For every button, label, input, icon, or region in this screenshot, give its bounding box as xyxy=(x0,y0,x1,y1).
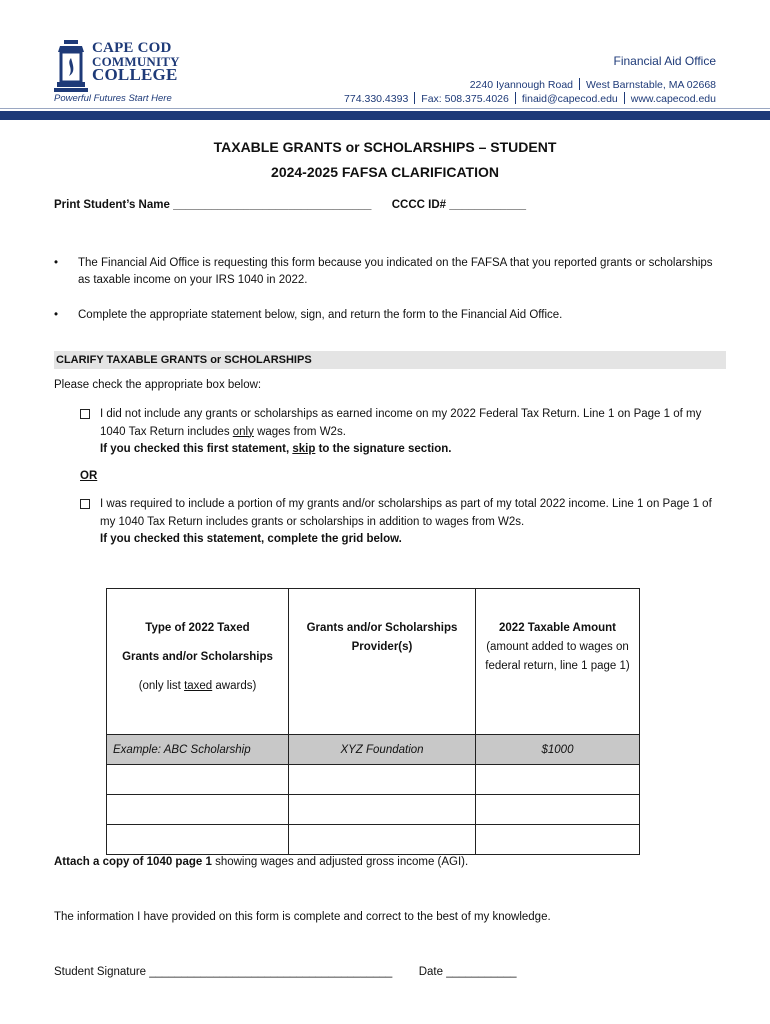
entry-cell[interactable] xyxy=(289,795,476,825)
grants-grid xyxy=(106,588,640,855)
certification-text: The information I have provided on this form is complete and correct to the best of my knowledge. xyxy=(54,911,551,923)
entry-cell[interactable] xyxy=(107,795,289,825)
attach-bold: Attach a copy of 1040 page 1 xyxy=(54,856,212,868)
fax: Fax: 508.375.4026 xyxy=(421,93,509,105)
example-amount-cell: $1000 xyxy=(476,735,640,765)
attach-rest: showing wages and adjusted gross income (AGI). xyxy=(211,856,469,868)
section-heading: CLARIFY TAXABLE GRANTS or SCHOLARSHIPS xyxy=(54,351,726,369)
option-2-text: I was required to include a portion of my grants and/or scholarships as part of my total 2022 income. Line 1 on Page 1 of my 1040 Tax Return includes grants or scholarships in addition to wages from W2s. xyxy=(100,498,712,528)
option-1-checkbox[interactable] xyxy=(80,409,90,419)
office-name: Financial Aid Office xyxy=(613,54,716,68)
tagline: Powerful Futures Start Here xyxy=(54,93,172,104)
column-header-provider xyxy=(289,589,476,735)
logo-line1: CAPE COD xyxy=(92,40,172,56)
form-title: TAXABLE GRANTS or SCHOLARSHIPS – STUDENT xyxy=(213,139,557,155)
col1-note-end: awards) xyxy=(212,680,257,692)
logo-line3: COLLEGE xyxy=(92,65,178,84)
website: www.capecod.edu xyxy=(630,93,716,105)
contact-block xyxy=(344,78,716,106)
table-row xyxy=(107,765,640,795)
column-header-amount xyxy=(476,589,640,735)
table-row xyxy=(107,795,640,825)
signature-field[interactable]: Student Signature ______________________________________ xyxy=(54,966,393,978)
entry-cell[interactable] xyxy=(476,765,640,795)
entry-cell[interactable] xyxy=(476,825,640,855)
bullet-text-1: The Financial Aid Office is requesting this form because you indicated on the FAFSA that you reported grants or scholarships as taxable income on your IRS 1040 in 2022. xyxy=(78,257,713,286)
lighthouse-icon xyxy=(54,38,88,96)
column-header-type xyxy=(107,589,289,735)
entry-cell[interactable] xyxy=(107,825,289,855)
option-1-text-end: wages from W2s. xyxy=(253,425,346,438)
col1-note-emphasis: taxed xyxy=(184,680,213,692)
attach-instruction xyxy=(54,856,468,868)
email: finaid@capecod.edu xyxy=(521,93,618,105)
col2-title: Grants and/or Scholarships Provider(s) xyxy=(306,622,458,653)
col3-title: 2022 Taxable Amount xyxy=(499,622,616,634)
instruction-text: Please check the appropriate box below: xyxy=(54,379,262,391)
header-rule xyxy=(0,108,770,109)
option-1-instruction-end: to the signature section. xyxy=(315,443,452,455)
option-1 xyxy=(80,406,730,459)
city-address: West Barnstable, MA 02668 xyxy=(586,79,716,91)
form-subtitle: 2024-2025 FAFSA CLARIFICATION xyxy=(271,164,499,180)
logo-line2: COMMUNITY xyxy=(92,54,180,69)
option-1-instruction: If you checked this first statement, xyxy=(100,443,293,455)
student-info-line xyxy=(54,199,526,211)
option-1-text: I did not include any grants or scholarships as earned income on my 2022 Federal Tax Return. Line 1 on Page 1 of my 1040 Tax Return includes xyxy=(100,408,702,438)
entry-cell[interactable] xyxy=(107,765,289,795)
date-field[interactable]: Date ___________ xyxy=(418,966,517,978)
entry-cell[interactable] xyxy=(476,795,640,825)
header-bar xyxy=(0,111,770,120)
example-provider-cell: XYZ Foundation xyxy=(289,735,476,765)
col1-line2: Grants and/or Scholarships xyxy=(122,651,273,663)
entry-cell[interactable] xyxy=(289,825,476,855)
phone: 774.330.4393 xyxy=(344,93,409,105)
option-2-checkbox[interactable] xyxy=(80,499,90,509)
student-id-field[interactable]: CCCC ID# ____________ xyxy=(391,199,527,211)
list-item: • The Financial Aid Office is requesting this form because you indicated on the FAFSA that you reported grants or scholarships as taxable income on your IRS 1040 in 2022. xyxy=(54,255,714,289)
student-name-field[interactable]: Print Student’s Name _______________________________ xyxy=(54,199,372,211)
example-type-cell: Example: ABC Scholarship xyxy=(107,735,289,765)
list-item: • Complete the appropriate statement below, sign, and return the form to the Financial Aid Office. xyxy=(54,307,714,324)
option-1-skip: skip xyxy=(292,443,316,455)
street-address: 2240 Iyannough Road xyxy=(469,79,574,91)
table-row xyxy=(107,825,640,855)
col3-note: (amount added to wages on federal return, line 1 page 1) xyxy=(485,641,630,672)
col1-note: (only list xyxy=(138,680,185,692)
option-2-instruction: If you checked this statement, complete the grid below. xyxy=(100,533,402,545)
col1-line1: Type of 2022 Taxed xyxy=(145,622,250,634)
entry-cell[interactable] xyxy=(289,765,476,795)
college-logo xyxy=(54,38,179,106)
or-label: OR xyxy=(80,470,98,482)
option-1-emphasis: only xyxy=(232,425,254,438)
signature-line xyxy=(54,966,517,978)
bullet-text-2: Complete the appropriate statement below, sign, and return the form to the Financial Aid Office. xyxy=(78,309,563,321)
table-row xyxy=(107,735,640,765)
option-2 xyxy=(80,496,730,549)
